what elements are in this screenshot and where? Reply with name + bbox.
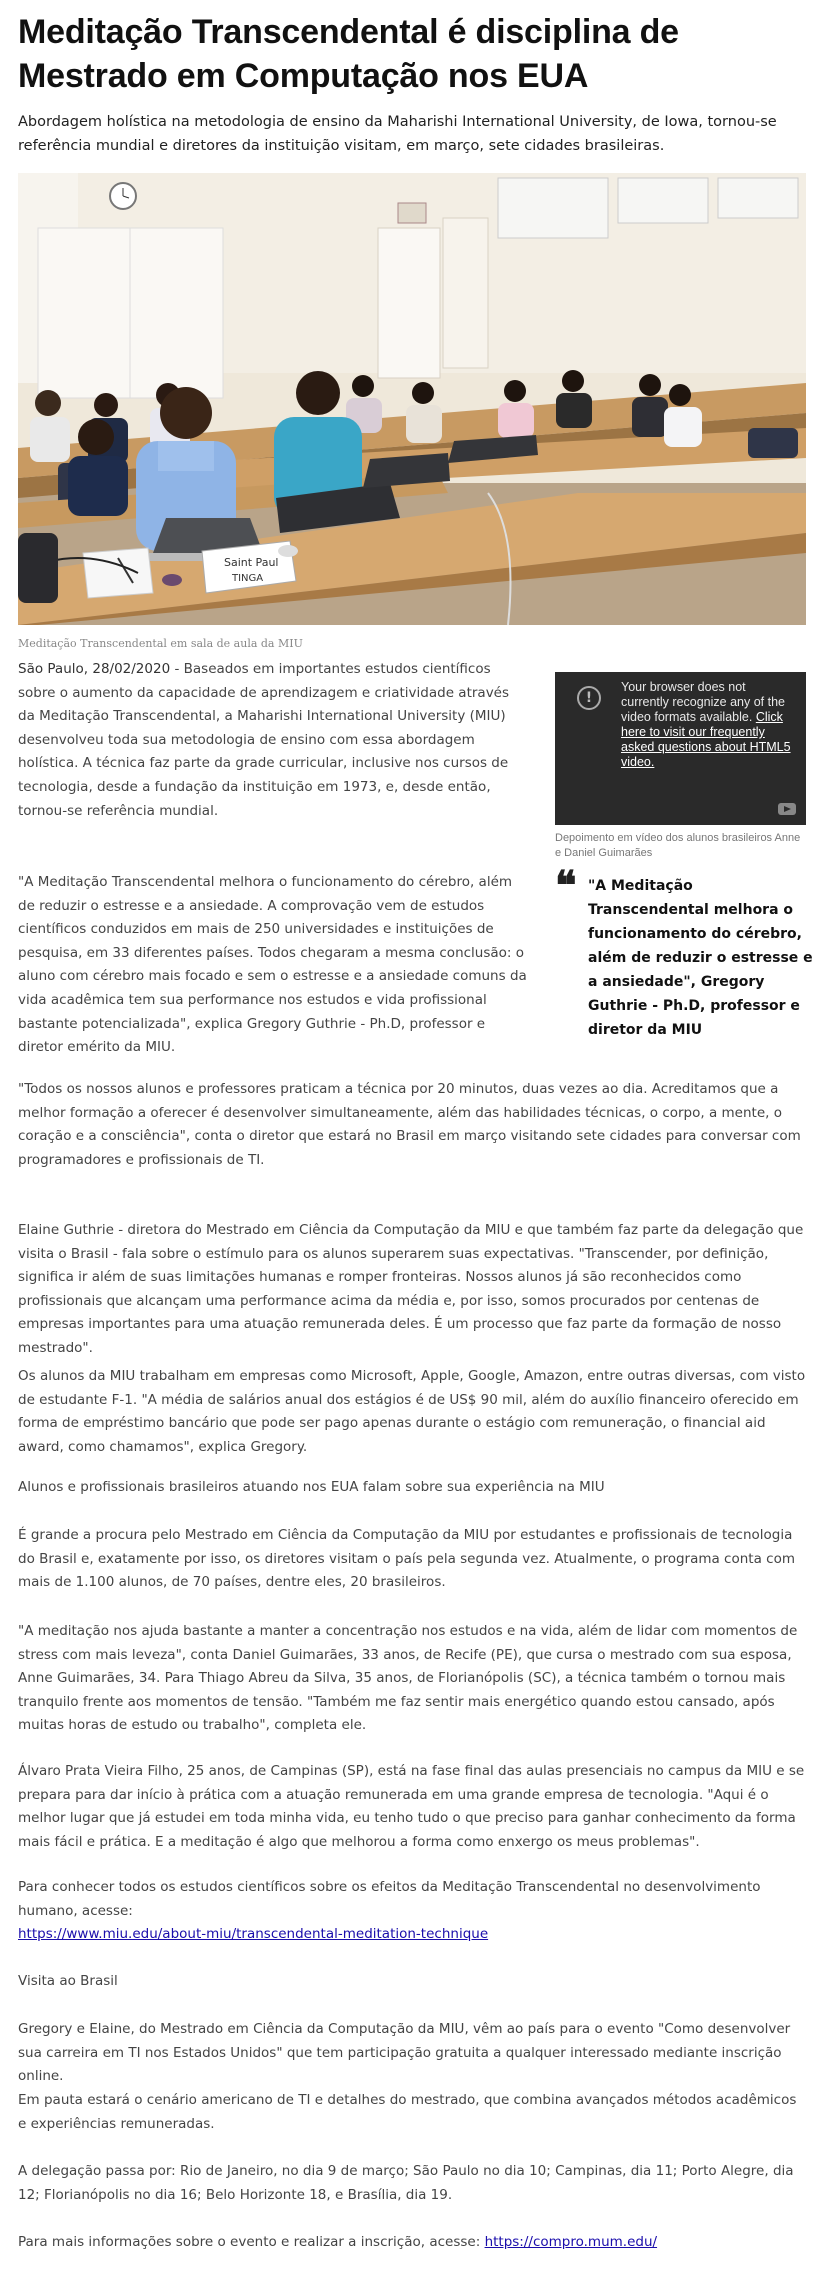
article-paragraph-8: "A meditação nos ajuda bastante a manter a concentração nos estudos e na vida, além de lidar com momentos de stress com mais leveza", conta Daniel Guimarães, 33 anos, de Recife (PE), que cursa o mestrado com sua esposa, Anne Guimarães, 34. Para Thiago Abreu da Silva, 35 anos, de Florianópolis (SC), a técnica também o tornou mais tranquilo frente aos momentos de tensão. "Também me faz sentir mais energético quando estou cansado, após muitas horas de estudo ou trabalho", completa ele. (18, 1623, 798, 1734)
article-paragraph-6: Alunos e profissionais brasileiros atuando nos EUA falam sobre sua experiência na MIU (18, 1479, 605, 1495)
article-paragraph-4: Elaine Guthrie - diretora do Mestrado em Ciência da Computação da MIU e que também faz parte da delegação que visita o Brasil - fala sobre o estímulo para os alunos superarem suas expectativas. "Transcender, por definição, significa ir além de suas limitações humanas e romper fronteiras. Nossos alunos já são reconhecidos como profissionais que alcançam uma performance acima da média e, por isso, somos procurados por centenas de empresas importantes para uma atuação remunerada deles. É um processo que faz parte da formação de nosso mestrado". (18, 1222, 804, 1356)
paragraph-15-text: Para mais informações sobre o evento e realizar a inscrição, acesse: (18, 2234, 485, 2250)
article-lead: Abordagem holística na metodologia de ensino da Maharishi International University, de Iowa, tornou-se referência mundial e diretores da instituição visitam, em março, sete cidades brasileiras. (18, 114, 777, 154)
quote-icon: ❝ (555, 862, 577, 909)
nameplate-line-1: Saint Paul (224, 556, 279, 569)
article-paragraph-7: É grande a procura pelo Mestrado em Ciência da Computação da MIU por estudantes e profissionais de tecnologia do Brasil e, exatamente por isso, os diretores visitam o país pela segunda vez. Atualmente, o programa conta com mais de 1.100 alunos, de 70 países, dentre eles, 20 brasileiros. (18, 1527, 795, 1591)
article-paragraph-5: Os alunos da MIU trabalham em empresas como Microsoft, Apple, Google, Amazon, entre outras diversas, com visto de estudante F-1. "A média de salários anual dos estágios é de US$ 90 mil, além do auxílio financeiro oferecido em forma de empréstimo bancário que pode ser pago apenas durante o estágio com remuneração, o financial aid award, como chamamos", explica Gregory. (18, 1368, 806, 1455)
video-error-text: Your browser does not currently recognize any of the video formats available. (621, 680, 785, 724)
paragraph-1-text: - Baseados em importantes estudos científicos sobre o aumento da capacidade de aprendizagem e criatividade através da Meditação Transcendental, a Maharishi International University (MIU) desenvolveu toda sua metodologia de ensino com essa abordagem holística. A técnica faz parte da grade curricular, inclusive nos cursos de tecnologia, desde a fundação da instituição em 1973, e, desde então, tornou-se referência mundial. (18, 661, 510, 819)
photo-caption: Meditação Transcendental em sala de aula da MIU (18, 637, 303, 650)
article-paragraph-1 (18, 658, 528, 823)
article-paragraph-15 (18, 2231, 808, 2255)
video-player[interactable] (555, 672, 806, 825)
pull-quote: "A Meditação Transcendental melhora o funcionamento do cérebro, além de reduzir o estresse e a ansiedade", Gregory Guthrie - Ph.D, professor e diretor da MIU (588, 878, 813, 1038)
article-paragraph-3: "Todos os nossos alunos e professores praticam a técnica por 20 minutos, duas vezes ao dia. Acreditamos que a melhor formação a oferecer é desenvolver simultaneamente, além das habilidades técnicas, o corpo, a mente, o coração e a consciência", conta o diretor que estará no Brasil em março visitando sete cidades para conversar com programadores e profissionais de TI. (18, 1081, 801, 1168)
video-error-message (621, 680, 796, 770)
nameplate-line-2: TINGA (232, 573, 264, 584)
article-photo (18, 173, 806, 625)
page-title: Meditação Transcendental é disciplina de Mestrado em Computação nos EUA (18, 13, 679, 95)
video-caption: Depoimento em vídeo dos alunos brasileiros Anne e Daniel Guimarães (555, 832, 801, 859)
article-paragraph-14: A delegação passa por: Rio de Janeiro, no dia 9 de março; São Paulo no dia 10; Campinas, dia 11; Porto Alegre, dia 12; Florianópolis no dia 16; Belo Horizonte 18, e Brasília, dia 19. (18, 2163, 794, 2203)
dateline: São Paulo, 28/02/2020 (18, 661, 171, 677)
article-paragraph-10 (18, 1876, 808, 1947)
warning-icon: ! (577, 686, 601, 710)
youtube-icon[interactable] (778, 803, 796, 815)
article-paragraph-12: Gregory e Elaine, do Mestrado em Ciência da Computação da MIU, vêm ao país para o evento "Como desenvolver sua carreira em TI nos Estados Unidos" que tem participação gratuita a qualquer interessado mediante inscrição online. (18, 2021, 791, 2085)
compro-registration-link[interactable]: https://compro.mum.edu/ (484, 2234, 658, 2250)
miu-tm-technique-link[interactable]: https://www.miu.edu/about-miu/transcendental-meditation-technique (18, 1926, 489, 1943)
article-paragraph-2: "A Meditação Transcendental melhora o funcionamento do cérebro, além de reduzir o estresse e a ansiedade. A comprovação vem de estudos científicos conduzidos em mais de 250 universidades e instituições de pesquisa, em 33 diferentes países. Todos chegaram a mesma conclusão: o aluno com cérebro mais focado e sem o estresse e a ansiedade comuns da vida acadêmica tem sua performance nos estudos e vida profissional bastante potencializada", explica Gregory Guthrie - Ph.D, professor e diretor emérito da MIU. (18, 874, 527, 1056)
html5-faq-link[interactable]: Click here to visit our frequently asked questions about HTML5 video. (621, 710, 791, 769)
article-paragraph-11: Visita ao Brasil (18, 1973, 118, 1989)
article-paragraph-9: Álvaro Prata Vieira Filho, 25 anos, de Campinas (SP), está na fase final das aulas presenciais no campus da MIU e se prepara para dar início à prática com a atuação remunerada em uma grande empresa de tecnologia. "Aqui é o melhor lugar que já estudei em toda minha vida, eu tenho tudo o que preciso para ganhar conhecimento da forma mais fácil e prática. E a meditação é algo que melhorou a forma como enxergo os meus problemas". (18, 1763, 805, 1850)
paragraph-10-text: Para conhecer todos os estudos científicos sobre os efeitos da Meditação Transcendental no desenvolvimento humano, acesse: (18, 1879, 761, 1919)
article-paragraph-13: Em pauta estará o cenário americano de TI e detalhes do mestrado, que combina avançados métodos acadêmicos e experiências remuneradas. (18, 2092, 797, 2132)
